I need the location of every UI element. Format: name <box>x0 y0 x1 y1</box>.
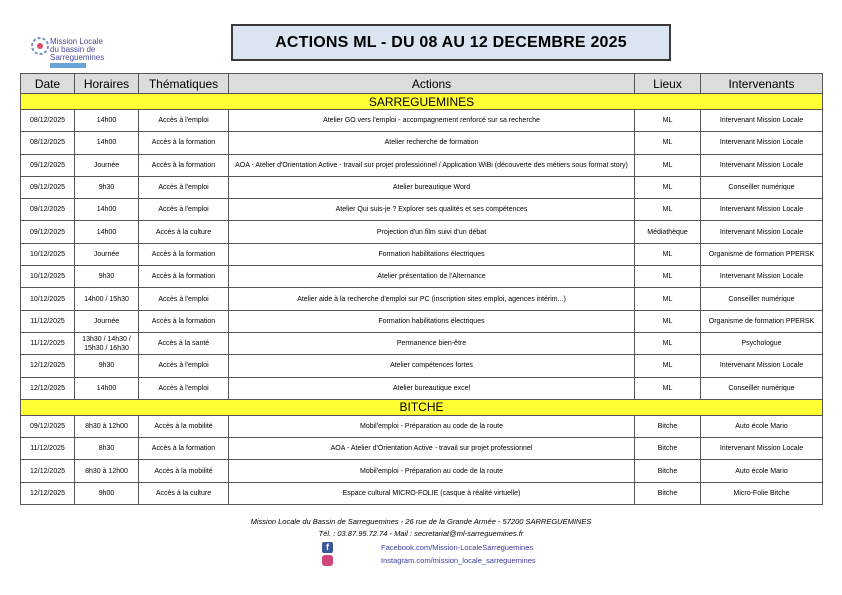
table-row <box>21 332 823 354</box>
footer-contact: Tél. : 03.87.95.72.74 - Mail : secretariat@ml-sarreguemines.fr <box>318 529 524 538</box>
cell-thematique: Accès à la santé <box>139 332 229 354</box>
table-row <box>21 310 823 332</box>
cell-lieu: ML <box>635 288 701 310</box>
cell-intervenant: Auto école Mario <box>701 415 823 437</box>
cell-lieu: ML <box>635 377 701 399</box>
logo-line-3: Sarreguemines <box>50 53 105 62</box>
cell-date: 09/12/2025 <box>21 176 75 198</box>
section-row <box>21 399 823 415</box>
mission-locale-logo <box>30 28 110 72</box>
table-row <box>21 482 823 504</box>
logo-bar <box>50 63 86 68</box>
logo-text <box>50 38 104 62</box>
cell-date: 10/12/2025 <box>21 266 75 288</box>
cell-intervenant: Conseiller numérique <box>701 377 823 399</box>
cell-lieu: Bitche <box>635 460 701 482</box>
cell-action: AOA - Atelier d'Orientation Active - travail sur projet professionnel <box>229 438 635 460</box>
section-title: BITCHE <box>21 399 823 415</box>
cell-date: 10/12/2025 <box>21 288 75 310</box>
instagram-link[interactable]: Instagram.com/mission_locale_sarreguemines <box>381 556 536 565</box>
cell-thematique: Accès à l'emploi <box>139 176 229 198</box>
cell-lieu: Bitche <box>635 482 701 504</box>
cell-lieu: ML <box>635 332 701 354</box>
header-actions: Actions <box>229 74 635 94</box>
cell-intervenant: Conseiller numérique <box>701 176 823 198</box>
cell-horaires: 14h00 / 15h30 <box>75 288 139 310</box>
logo-mark-icon <box>30 34 50 58</box>
cell-lieu: ML <box>635 154 701 176</box>
header-lieux: Lieux <box>635 74 701 94</box>
cell-lieu: ML <box>635 310 701 332</box>
cell-date: 08/12/2025 <box>21 132 75 154</box>
cell-thematique: Accès à l'emploi <box>139 355 229 377</box>
facebook-link[interactable]: Facebook.com/Mission-LocaleSarreguemines <box>381 543 534 552</box>
facebook-row <box>322 542 533 553</box>
cell-horaires: 8h30 à 12h00 <box>75 415 139 437</box>
footer-address: Mission Locale du Bassin de Sarreguemines - 26 rue de la Grande Armée - 57200 SARREGUEMINES <box>250 517 592 526</box>
cell-thematique: Accès à la formation <box>139 310 229 332</box>
cell-intervenant: Intervenant Mission Locale <box>701 266 823 288</box>
cell-intervenant: Intervenant Mission Locale <box>701 355 823 377</box>
cell-horaires: 8h30 à 12h00 <box>75 460 139 482</box>
cell-thematique: Accès à la formation <box>139 266 229 288</box>
facebook-icon: f <box>322 542 333 553</box>
table-row <box>21 438 823 460</box>
cell-action: Atelier présentation de l'Alternance <box>229 266 635 288</box>
cell-intervenant: Intervenant Mission Locale <box>701 154 823 176</box>
cell-intervenant: Micro-Folie Bitche <box>701 482 823 504</box>
table-row <box>21 176 823 198</box>
cell-action: Espace cultural MICRO-FOLIE (casque à réalité virtuelle) <box>229 482 635 504</box>
cell-lieu: ML <box>635 266 701 288</box>
cell-date: 12/12/2025 <box>21 377 75 399</box>
cell-date: 11/12/2025 <box>21 310 75 332</box>
cell-thematique: Accès à l'emploi <box>139 110 229 132</box>
schedule-table <box>20 73 823 505</box>
cell-date: 12/12/2025 <box>21 460 75 482</box>
cell-date: 09/12/2025 <box>21 221 75 243</box>
cell-horaires: 13h30 / 14h30 / 15h30 / 16h30 <box>75 332 139 354</box>
cell-thematique: Accès à l'emploi <box>139 377 229 399</box>
cell-thematique: Accès à la formation <box>139 154 229 176</box>
cell-horaires: Journée <box>75 154 139 176</box>
cell-horaires: 14h00 <box>75 199 139 221</box>
cell-intervenant: Conseiller numérique <box>701 288 823 310</box>
cell-lieu: ML <box>635 110 701 132</box>
cell-horaires: 14h00 <box>75 110 139 132</box>
cell-horaires: 14h00 <box>75 377 139 399</box>
cell-horaires: 8h30 <box>75 438 139 460</box>
cell-action: AOA - Atelier d'Orientation Active - travail sur projet professionnel / Application WiBi (découverte des métiers sous format story) <box>229 154 635 176</box>
cell-date: 09/12/2025 <box>21 199 75 221</box>
cell-thematique: Accès à la mobilité <box>139 460 229 482</box>
schedule-body <box>21 94 823 505</box>
cell-thematique: Accès à la formation <box>139 243 229 265</box>
table-row <box>21 221 823 243</box>
cell-horaires: 9h30 <box>75 176 139 198</box>
cell-thematique: Accès à l'emploi <box>139 199 229 221</box>
cell-horaires: 9h30 <box>75 266 139 288</box>
cell-intervenant: Organisme de formation PPERSK <box>701 310 823 332</box>
cell-date: 11/12/2025 <box>21 438 75 460</box>
cell-intervenant: Auto école Mario <box>701 460 823 482</box>
header-row <box>21 74 823 94</box>
cell-horaires: 9h00 <box>75 482 139 504</box>
table-row <box>21 415 823 437</box>
page-title: ACTIONS ML - DU 08 AU 12 DECEMBRE 2025 <box>275 33 627 51</box>
cell-thematique: Accès à la formation <box>139 132 229 154</box>
cell-intervenant: Intervenant Mission Locale <box>701 110 823 132</box>
cell-action: Projection d'un film suivi d'un débat <box>229 221 635 243</box>
table-row <box>21 199 823 221</box>
cell-action: Mobil'emploi - Préparation au code de la route <box>229 415 635 437</box>
cell-action: Mobil'emploi - Préparation au code de la route <box>229 460 635 482</box>
cell-intervenant: Intervenant Mission Locale <box>701 199 823 221</box>
cell-intervenant: Intervenant Mission Locale <box>701 438 823 460</box>
cell-date: 12/12/2025 <box>21 482 75 504</box>
table-row <box>21 110 823 132</box>
cell-date: 09/12/2025 <box>21 154 75 176</box>
cell-action: Atelier recherche de formation <box>229 132 635 154</box>
table-row <box>21 288 823 310</box>
cell-lieu: ML <box>635 243 701 265</box>
cell-date: 08/12/2025 <box>21 110 75 132</box>
cell-lieu: Médiathèque <box>635 221 701 243</box>
table-row <box>21 132 823 154</box>
section-row <box>21 94 823 110</box>
title-box <box>231 24 671 61</box>
header-intervenants: Intervenants <box>701 74 823 94</box>
cell-action: Permanence bien-être <box>229 332 635 354</box>
cell-date: 11/12/2025 <box>21 332 75 354</box>
header-thematiques: Thématiques <box>139 74 229 94</box>
table-row <box>21 243 823 265</box>
cell-lieu: Bitche <box>635 415 701 437</box>
cell-horaires: 14h00 <box>75 132 139 154</box>
table-row <box>21 460 823 482</box>
cell-thematique: Accès à la mobilité <box>139 415 229 437</box>
cell-thematique: Accès à la culture <box>139 482 229 504</box>
cell-date: 10/12/2025 <box>21 243 75 265</box>
cell-action: Formation habilitations électriques <box>229 243 635 265</box>
cell-lieu: ML <box>635 132 701 154</box>
header-date: Date <box>21 74 75 94</box>
cell-action: Atelier bureautique Word <box>229 176 635 198</box>
cell-action: Atelier compétences fortes <box>229 355 635 377</box>
cell-lieu: ML <box>635 199 701 221</box>
header-horaires: Horaires <box>75 74 139 94</box>
cell-intervenant: Psychologue <box>701 332 823 354</box>
section-title: SARREGUEMINES <box>21 94 823 110</box>
cell-action: Formation habilitations électriques <box>229 310 635 332</box>
cell-action: Atelier bureautique excel <box>229 377 635 399</box>
table-row <box>21 377 823 399</box>
table-row <box>21 355 823 377</box>
cell-horaires: 14h00 <box>75 221 139 243</box>
cell-action: Atelier GO vers l'emploi - accompagnement renforcé sur sa recherche <box>229 110 635 132</box>
cell-lieu: ML <box>635 355 701 377</box>
cell-action: Atelier Qui suis-je ? Explorer ses qualités et ses compétences <box>229 199 635 221</box>
table-row <box>21 154 823 176</box>
cell-lieu: Bitche <box>635 438 701 460</box>
cell-intervenant: Intervenant Mission Locale <box>701 132 823 154</box>
cell-thematique: Accès à la culture <box>139 221 229 243</box>
cell-lieu: ML <box>635 176 701 198</box>
cell-horaires: 9h30 <box>75 355 139 377</box>
table-row <box>21 266 823 288</box>
cell-thematique: Accès à l'emploi <box>139 288 229 310</box>
cell-date: 09/12/2025 <box>21 415 75 437</box>
cell-date: 12/12/2025 <box>21 355 75 377</box>
instagram-row <box>322 555 536 566</box>
cell-horaires: Journée <box>75 243 139 265</box>
cell-action: Atelier aide à la recherche d'emploi sur PC (inscription sites emploi, agences intérim...) <box>229 288 635 310</box>
instagram-icon <box>322 555 333 566</box>
cell-horaires: Journée <box>75 310 139 332</box>
cell-intervenant: Intervenant Mission Locale <box>701 221 823 243</box>
logo-line-1: Mission Locale <box>50 37 103 46</box>
logo-line-2: du bassin de <box>50 45 96 54</box>
cell-thematique: Accès à la formation <box>139 438 229 460</box>
cell-intervenant: Organisme de formation PPERSK <box>701 243 823 265</box>
